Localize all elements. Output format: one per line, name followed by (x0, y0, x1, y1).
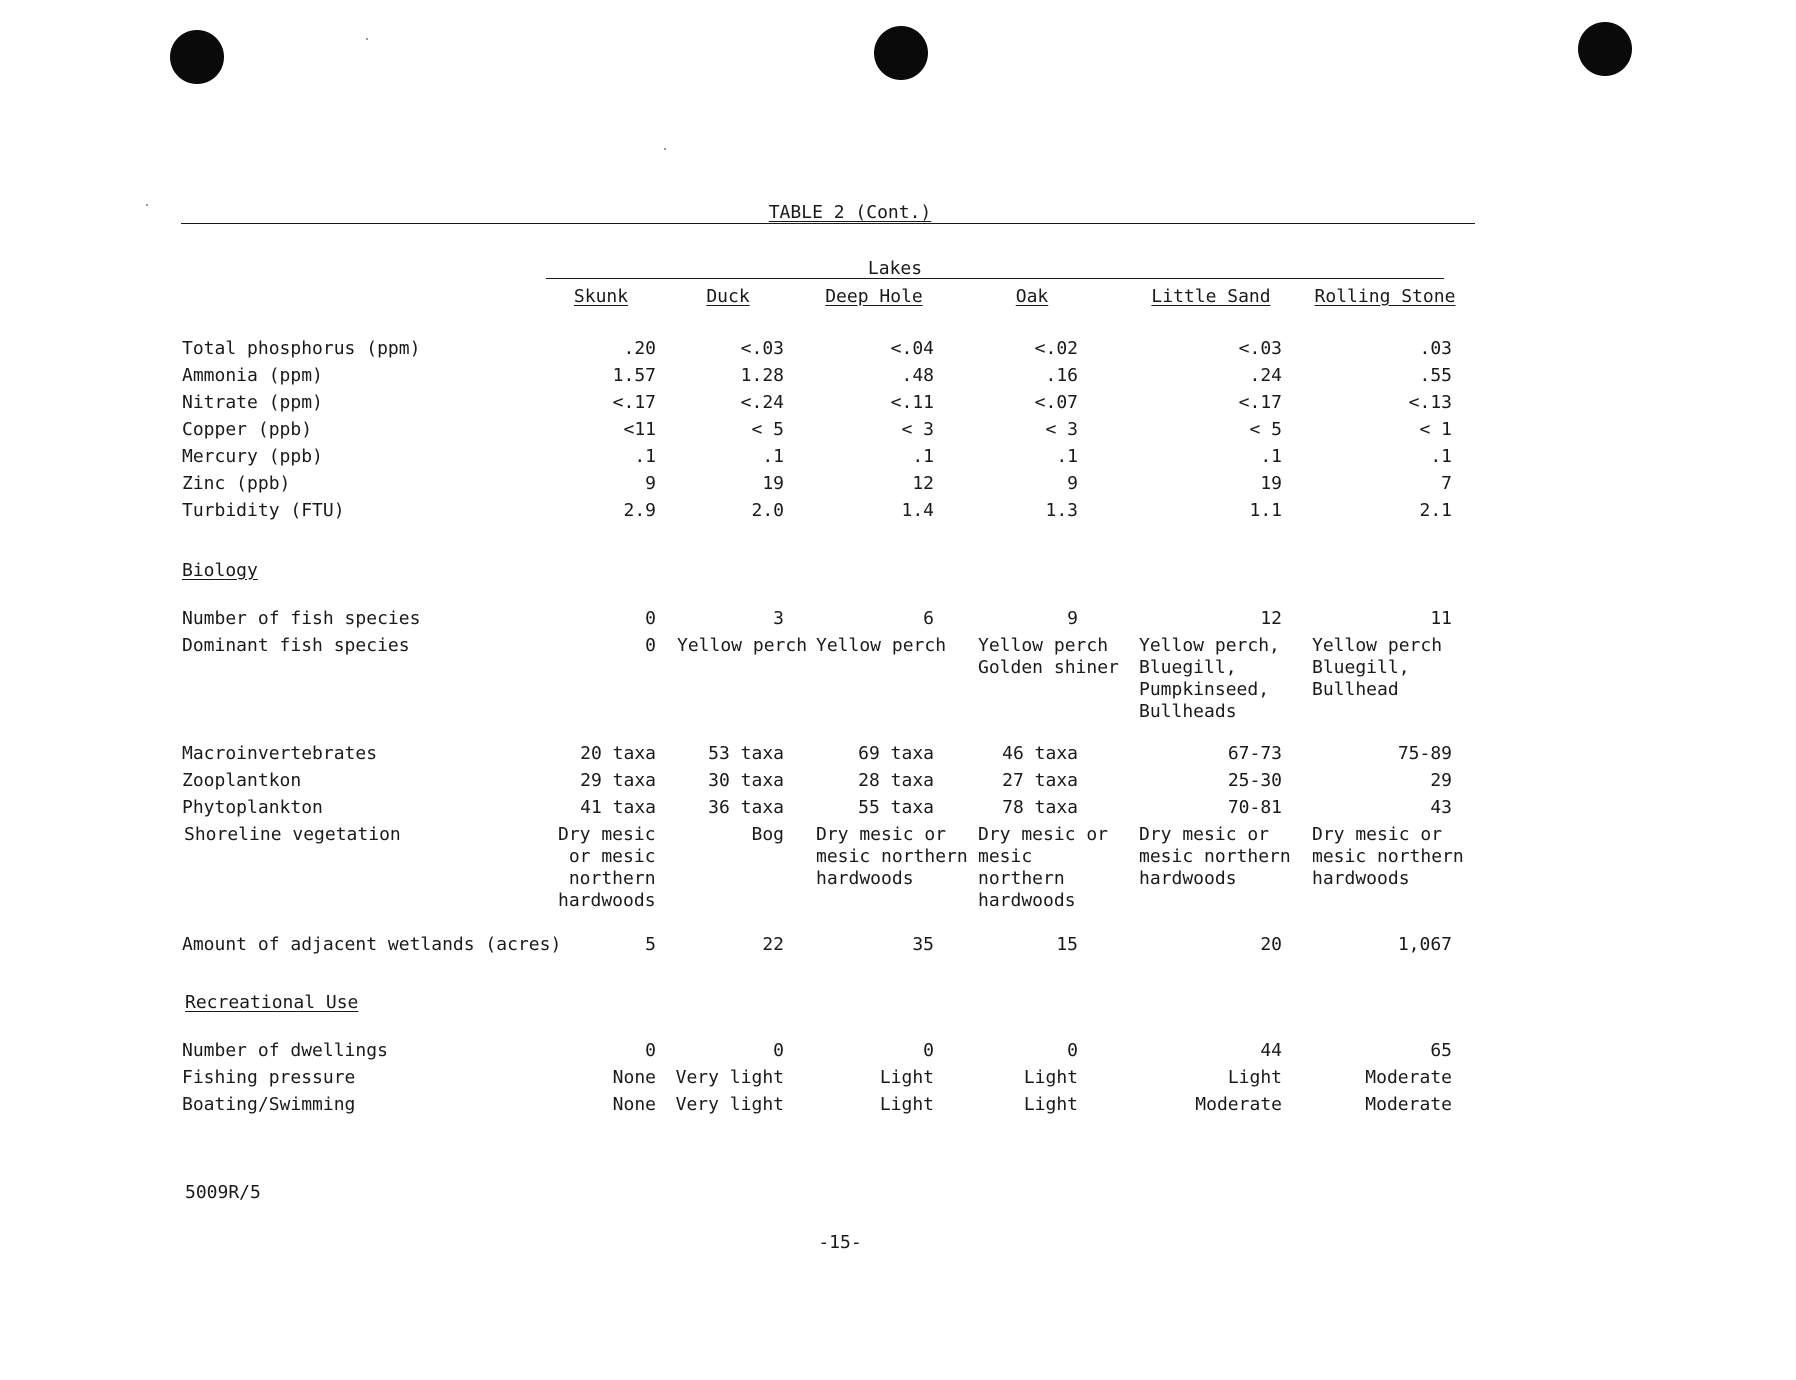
cell-deep-hole: < 3 (901, 419, 934, 440)
cell-little-sand: .24 (1249, 365, 1282, 386)
column-header-deep-hole: Deep Hole (825, 286, 923, 307)
cell-duck: 2.0 (751, 500, 784, 521)
column-header-oak: Oak (1015, 286, 1049, 307)
cell-duck: Yellow perch (677, 635, 808, 656)
cell-little-sand: Moderate (1195, 1094, 1282, 1115)
cell-deep-hole: 69 taxa (858, 743, 934, 764)
cell-oak: < 3 (1045, 419, 1078, 440)
cell-little-sand: Yellow perch, Bluegill, Pumpkinseed, Bullheads (1139, 635, 1280, 722)
section-biology: Biology (182, 560, 258, 581)
row-label: Zinc (ppb) (182, 473, 291, 494)
row-label: Zooplantkon (182, 770, 302, 791)
row-label: Copper (ppb) (182, 419, 313, 440)
binder-hole-left (170, 30, 224, 84)
cell-rolling-stone: 2.1 (1419, 500, 1452, 521)
cell-skunk: 0 (645, 1040, 656, 1061)
column-header-skunk: Skunk (573, 286, 629, 307)
row-label: Nitrate (ppm) (182, 392, 323, 413)
column-header-duck: Duck (706, 286, 750, 307)
cell-rolling-stone: 11 (1430, 608, 1452, 629)
cell-deep-hole: 1.4 (901, 500, 934, 521)
cell-skunk: 5 (645, 934, 656, 955)
cell-oak: <.02 (1034, 338, 1078, 359)
cell-oak: 9 (1067, 608, 1078, 629)
cell-deep-hole: 0 (923, 1040, 934, 1061)
cell-duck: 22 (762, 934, 784, 955)
cell-little-sand: 67-73 (1227, 743, 1282, 764)
row-label: Turbidity (FTU) (182, 500, 345, 521)
cell-skunk: 41 taxa (580, 797, 656, 818)
binder-hole-right (1578, 22, 1632, 76)
cell-deep-hole: 28 taxa (858, 770, 934, 791)
cell-oak: 0 (1067, 1040, 1078, 1061)
cell-little-sand: Light (1227, 1067, 1282, 1088)
cell-deep-hole: .1 (912, 446, 934, 467)
cell-little-sand: 20 (1260, 934, 1282, 955)
cell-deep-hole: Light (879, 1067, 934, 1088)
cell-skunk: 2.9 (623, 500, 656, 521)
cell-oak: .1 (1056, 446, 1078, 467)
cell-duck: 30 taxa (708, 770, 784, 791)
cell-little-sand: <.17 (1238, 392, 1282, 413)
cell-deep-hole: .48 (901, 365, 934, 386)
cell-little-sand: .1 (1260, 446, 1282, 467)
row-label: Ammonia (ppm) (182, 365, 323, 386)
cell-oak: .16 (1045, 365, 1078, 386)
cell-deep-hole: Dry mesic or mesic northern hardwoods (816, 824, 968, 889)
row-label: Dominant fish species (182, 635, 410, 656)
row-label: Phytoplankton (182, 797, 323, 818)
cell-little-sand: 44 (1260, 1040, 1282, 1061)
row-label: Macroinvertebrates (182, 743, 378, 764)
cell-little-sand: < 5 (1249, 419, 1282, 440)
cell-oak: Dry mesic or mesic northern hardwoods (978, 824, 1109, 911)
cell-little-sand: 12 (1260, 608, 1282, 629)
cell-oak: Light (1023, 1067, 1078, 1088)
cell-oak: Yellow perch Golden shiner (978, 635, 1119, 678)
lakes-group-rule (546, 278, 1444, 279)
cell-skunk: .20 (623, 338, 656, 359)
cell-rolling-stone: 75-89 (1397, 743, 1452, 764)
cell-oak: 78 taxa (1002, 797, 1078, 818)
cell-duck: Very light (675, 1094, 784, 1115)
cell-duck: < 5 (751, 419, 784, 440)
cell-deep-hole: 55 taxa (858, 797, 934, 818)
cell-skunk: .1 (634, 446, 656, 467)
row-label: Boating/Swimming (182, 1094, 356, 1115)
cell-little-sand: 19 (1260, 473, 1282, 494)
cell-duck: 1.28 (740, 365, 784, 386)
cell-skunk: 0 (645, 635, 656, 656)
cell-rolling-stone: 7 (1441, 473, 1452, 494)
table-title: TABLE 2 (Cont.) (768, 202, 932, 223)
row-label: Total phosphorus (ppm) (182, 338, 421, 359)
title-rule (181, 223, 1475, 224)
cell-duck: <.03 (740, 338, 784, 359)
cell-deep-hole: <.11 (890, 392, 934, 413)
cell-rolling-stone: 43 (1430, 797, 1452, 818)
scan-speck (146, 204, 148, 206)
cell-oak: <.07 (1034, 392, 1078, 413)
cell-rolling-stone: Dry mesic or mesic northern hardwoods (1312, 824, 1464, 889)
row-label: Mercury (ppb) (182, 446, 323, 467)
cell-duck: Very light (675, 1067, 784, 1088)
scan-speck (366, 38, 368, 40)
cell-rolling-stone: 1,067 (1397, 934, 1452, 955)
cell-duck: 0 (773, 1040, 784, 1061)
cell-skunk: Dry mesic or mesic northern hardwoods (558, 824, 656, 911)
cell-rolling-stone: 65 (1430, 1040, 1452, 1061)
cell-skunk: 1.57 (612, 365, 656, 386)
cell-rolling-stone: Moderate (1365, 1067, 1452, 1088)
row-label: Shoreline vegetation (184, 824, 401, 845)
cell-deep-hole: 12 (912, 473, 934, 494)
section-recreational-use: Recreational Use (185, 992, 359, 1013)
row-label: Fishing pressure (182, 1067, 356, 1088)
cell-duck: 36 taxa (708, 797, 784, 818)
row-label: Number of fish species (182, 608, 421, 629)
cell-duck: 3 (773, 608, 784, 629)
cell-skunk: 29 taxa (580, 770, 656, 791)
cell-rolling-stone: Moderate (1365, 1094, 1452, 1115)
cell-duck: Bog (751, 824, 784, 845)
page-number: -15- (818, 1232, 862, 1253)
cell-duck: <.24 (740, 392, 784, 413)
cell-oak: 1.3 (1045, 500, 1078, 521)
cell-rolling-stone: 29 (1430, 770, 1452, 791)
cell-deep-hole: Yellow perch (816, 635, 947, 656)
cell-rolling-stone: .55 (1419, 365, 1452, 386)
cell-oak: 46 taxa (1002, 743, 1078, 764)
cell-little-sand: <.03 (1238, 338, 1282, 359)
cell-duck: 53 taxa (708, 743, 784, 764)
cell-little-sand: 25-30 (1227, 770, 1282, 791)
cell-oak: 15 (1056, 934, 1078, 955)
cell-deep-hole: 35 (912, 934, 934, 955)
cell-duck: .1 (762, 446, 784, 467)
cell-rolling-stone: < 1 (1419, 419, 1452, 440)
cell-rolling-stone: <.13 (1408, 392, 1452, 413)
column-header-rolling-stone: Rolling Stone (1314, 286, 1456, 307)
cell-skunk: 9 (645, 473, 656, 494)
cell-deep-hole: <.04 (890, 338, 934, 359)
cell-oak: Light (1023, 1094, 1078, 1115)
row-label: Amount of adjacent wetlands (acres) (182, 934, 562, 955)
cell-deep-hole: Light (879, 1094, 934, 1115)
cell-little-sand: 70-81 (1227, 797, 1282, 818)
cell-skunk: <.17 (612, 392, 656, 413)
cell-skunk: <11 (623, 419, 656, 440)
cell-deep-hole: 6 (923, 608, 934, 629)
cell-oak: 27 taxa (1002, 770, 1078, 791)
cell-skunk: 0 (645, 608, 656, 629)
cell-rolling-stone: Yellow perch Bluegill, Bullhead (1312, 635, 1443, 700)
cell-duck: 19 (762, 473, 784, 494)
cell-skunk: None (612, 1067, 656, 1088)
document-code: 5009R/5 (185, 1182, 261, 1203)
cell-rolling-stone: .03 (1419, 338, 1452, 359)
scan-speck (664, 148, 666, 150)
column-header-little-sand: Little Sand (1151, 286, 1271, 307)
cell-little-sand: 1.1 (1249, 500, 1282, 521)
cell-little-sand: Dry mesic or mesic northern hardwoods (1139, 824, 1291, 889)
binder-hole-center (874, 26, 928, 80)
lakes-group-header: Lakes (867, 258, 923, 279)
cell-skunk: None (612, 1094, 656, 1115)
cell-skunk: 20 taxa (580, 743, 656, 764)
cell-oak: 9 (1067, 473, 1078, 494)
cell-rolling-stone: .1 (1430, 446, 1452, 467)
row-label: Number of dwellings (182, 1040, 388, 1061)
